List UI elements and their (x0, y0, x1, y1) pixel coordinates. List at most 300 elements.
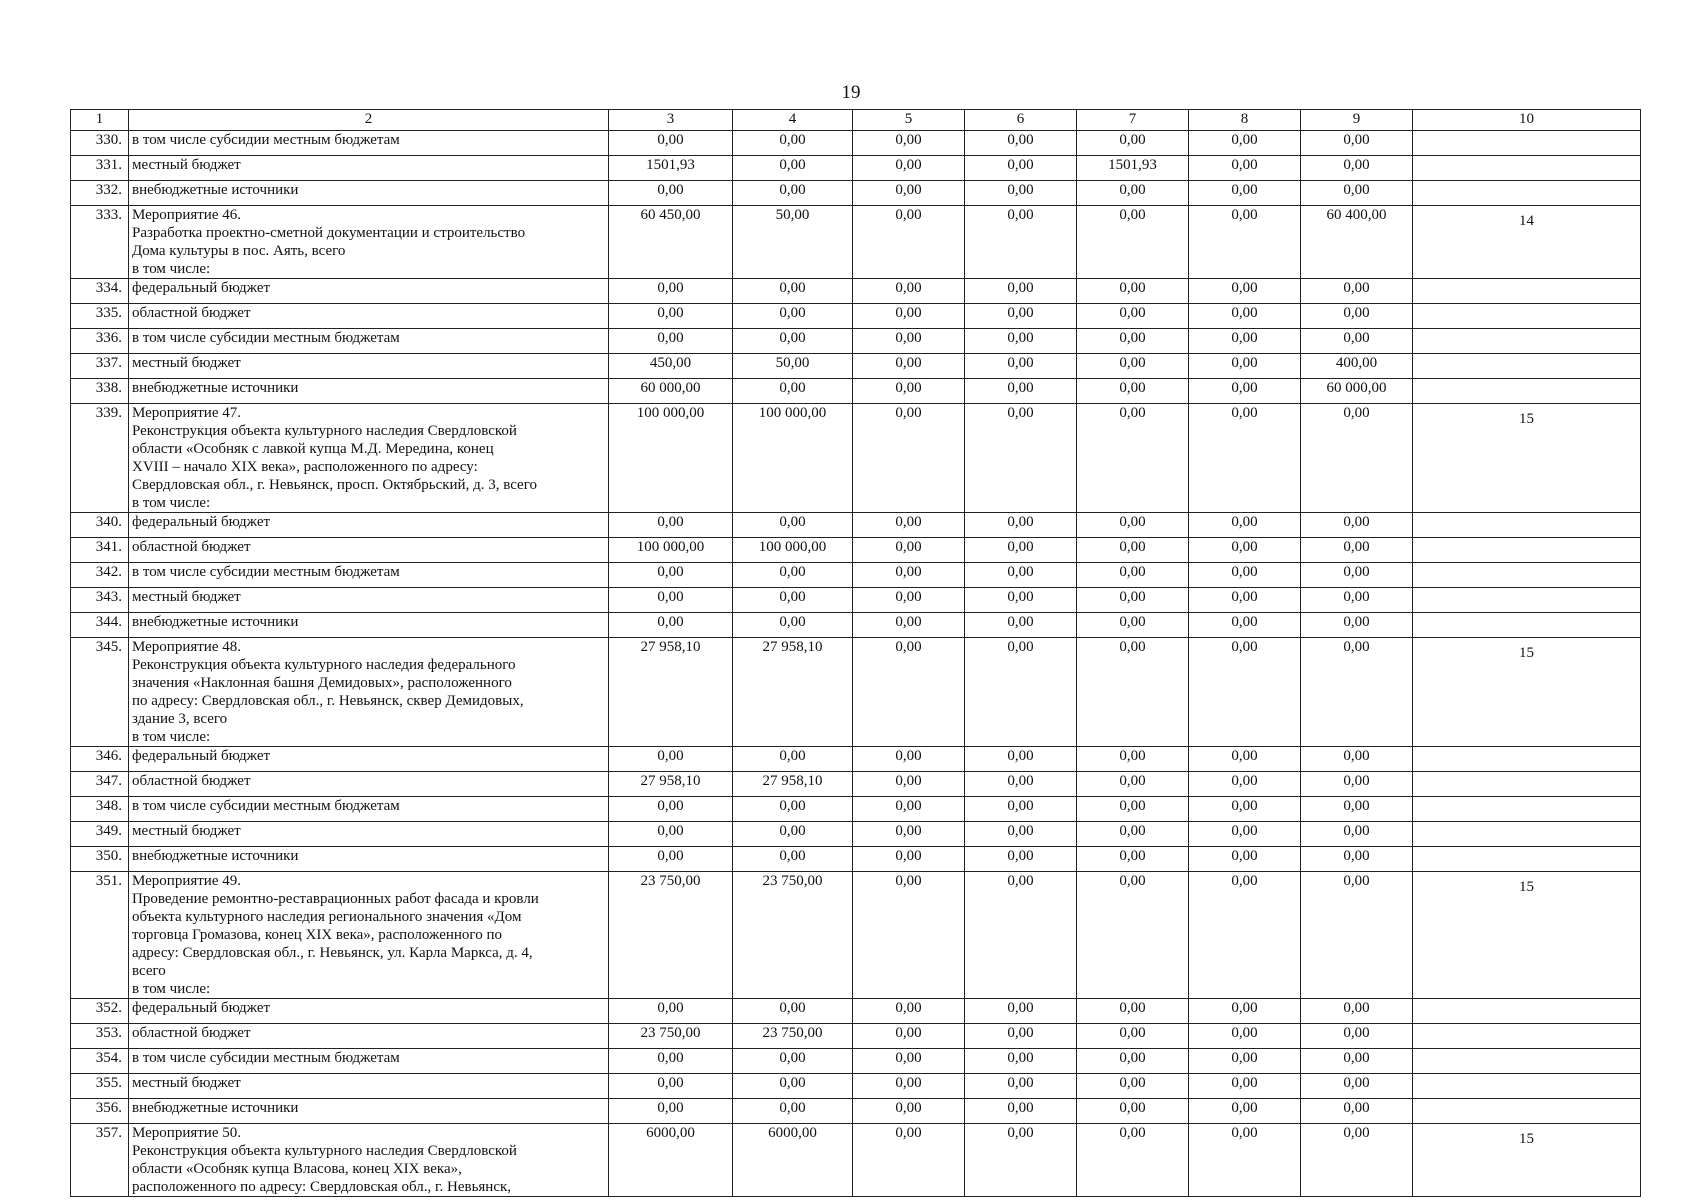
value-col-5: 0,00 (853, 613, 965, 638)
row-description: Мероприятие 48. Реконструкция объекта культурного наследия федерального значения «Наклонная башня Демидовых», расположенного по адресу: Свердловская обл., г. Невьянск, сквер Демидовых, здание 3, всего в том числе: (129, 638, 609, 747)
value-col-8: 0,00 (1189, 822, 1301, 847)
value-col-8: 0,00 (1189, 206, 1301, 279)
table-row (71, 329, 1641, 354)
column-header: 2 (129, 110, 609, 131)
value-col-9: 0,00 (1301, 538, 1413, 563)
value-col-4: 27 958,10 (733, 638, 853, 747)
value-col-9: 0,00 (1301, 513, 1413, 538)
row-description: в том числе субсидии местным бюджетам (129, 131, 609, 156)
value-col-6: 0,00 (965, 1099, 1077, 1124)
value-col-4: 0,00 (733, 131, 853, 156)
value-col-6: 0,00 (965, 404, 1077, 513)
value-col-9: 60 000,00 (1301, 379, 1413, 404)
value-col-5: 0,00 (853, 1074, 965, 1099)
value-col-3: 27 958,10 (609, 638, 733, 747)
value-col-7: 0,00 (1077, 747, 1189, 772)
value-col-3: 100 000,00 (609, 404, 733, 513)
table-row (71, 847, 1641, 872)
row-description: местный бюджет (129, 354, 609, 379)
value-col-8: 0,00 (1189, 747, 1301, 772)
value-col-7: 0,00 (1077, 822, 1189, 847)
row-number: 335. (71, 304, 129, 329)
value-col-8: 0,00 (1189, 354, 1301, 379)
row-description: Мероприятие 47. Реконструкция объекта культурного наследия Свердловской области «Особняк с лавкой купца М.Д. Мередина, конец XVIII – начало XIX века», расположенного по адресу: Свердловская обл., г. Невьянск, просп. Октябрьский, д. 3, всего в том числе: (129, 404, 609, 513)
event-row (71, 872, 1641, 999)
value-col-9: 0,00 (1301, 999, 1413, 1024)
target-col-10 (1413, 379, 1641, 404)
value-col-8: 0,00 (1189, 304, 1301, 329)
column-header: 3 (609, 110, 733, 131)
value-col-6: 0,00 (965, 156, 1077, 181)
value-col-9: 0,00 (1301, 1024, 1413, 1049)
value-col-3: 0,00 (609, 131, 733, 156)
table-row (71, 304, 1641, 329)
value-col-3: 100 000,00 (609, 538, 733, 563)
value-col-4: 0,00 (733, 513, 853, 538)
value-col-9: 0,00 (1301, 404, 1413, 513)
value-col-5: 0,00 (853, 1124, 965, 1197)
row-description: местный бюджет (129, 1074, 609, 1099)
row-description: внебюджетные источники (129, 1099, 609, 1124)
value-col-9: 0,00 (1301, 329, 1413, 354)
value-col-5: 0,00 (853, 513, 965, 538)
value-col-3: 23 750,00 (609, 1024, 733, 1049)
value-col-3: 0,00 (609, 279, 733, 304)
value-col-5: 0,00 (853, 1099, 965, 1124)
value-col-7: 0,00 (1077, 181, 1189, 206)
row-number: 341. (71, 538, 129, 563)
value-col-4: 23 750,00 (733, 1024, 853, 1049)
row-number: 346. (71, 747, 129, 772)
target-col-10 (1413, 772, 1641, 797)
value-col-7: 0,00 (1077, 206, 1189, 279)
value-col-4: 0,00 (733, 563, 853, 588)
table-row (71, 613, 1641, 638)
value-col-3: 0,00 (609, 513, 733, 538)
target-col-10: 15 (1413, 404, 1641, 513)
value-col-4: 27 958,10 (733, 772, 853, 797)
row-description: областной бюджет (129, 772, 609, 797)
value-col-5: 0,00 (853, 156, 965, 181)
value-col-6: 0,00 (965, 279, 1077, 304)
value-col-4: 50,00 (733, 354, 853, 379)
value-col-9: 0,00 (1301, 872, 1413, 999)
value-col-9: 0,00 (1301, 847, 1413, 872)
value-col-4: 0,00 (733, 1099, 853, 1124)
value-col-4: 0,00 (733, 279, 853, 304)
table-row (71, 772, 1641, 797)
value-col-5: 0,00 (853, 1024, 965, 1049)
row-number: 336. (71, 329, 129, 354)
row-number: 353. (71, 1024, 129, 1049)
value-col-7: 0,00 (1077, 379, 1189, 404)
value-col-3: 0,00 (609, 822, 733, 847)
value-col-9: 0,00 (1301, 1074, 1413, 1099)
row-number: 340. (71, 513, 129, 538)
table-row (71, 181, 1641, 206)
value-col-3: 27 958,10 (609, 772, 733, 797)
table-row (71, 1049, 1641, 1074)
target-col-10: 15 (1413, 1124, 1641, 1197)
table-row (71, 747, 1641, 772)
value-col-7: 0,00 (1077, 613, 1189, 638)
target-col-10 (1413, 513, 1641, 538)
target-col-10: 14 (1413, 206, 1641, 279)
value-col-4: 0,00 (733, 329, 853, 354)
value-col-5: 0,00 (853, 279, 965, 304)
value-col-8: 0,00 (1189, 1049, 1301, 1074)
value-col-6: 0,00 (965, 563, 1077, 588)
event-row (71, 638, 1641, 747)
target-col-10 (1413, 588, 1641, 613)
target-col-10 (1413, 181, 1641, 206)
value-col-6: 0,00 (965, 354, 1077, 379)
value-col-8: 0,00 (1189, 404, 1301, 513)
event-row (71, 206, 1641, 279)
value-col-7: 0,00 (1077, 638, 1189, 747)
value-col-3: 1501,93 (609, 156, 733, 181)
row-number: 333. (71, 206, 129, 279)
row-number: 344. (71, 613, 129, 638)
target-col-10 (1413, 279, 1641, 304)
row-description: местный бюджет (129, 156, 609, 181)
target-col-10: 15 (1413, 872, 1641, 999)
value-col-7: 0,00 (1077, 1074, 1189, 1099)
value-col-3: 60 450,00 (609, 206, 733, 279)
row-number: 331. (71, 156, 129, 181)
row-description: федеральный бюджет (129, 999, 609, 1024)
target-col-10 (1413, 747, 1641, 772)
value-col-7: 0,00 (1077, 1124, 1189, 1197)
value-col-8: 0,00 (1189, 999, 1301, 1024)
value-col-7: 0,00 (1077, 404, 1189, 513)
value-col-7: 0,00 (1077, 772, 1189, 797)
value-col-3: 450,00 (609, 354, 733, 379)
row-number: 337. (71, 354, 129, 379)
value-col-7: 0,00 (1077, 354, 1189, 379)
value-col-9: 0,00 (1301, 797, 1413, 822)
column-header: 5 (853, 110, 965, 131)
target-col-10 (1413, 354, 1641, 379)
table-row (71, 1099, 1641, 1124)
value-col-6: 0,00 (965, 538, 1077, 563)
value-col-4: 0,00 (733, 304, 853, 329)
row-description: местный бюджет (129, 588, 609, 613)
value-col-9: 0,00 (1301, 131, 1413, 156)
value-col-9: 0,00 (1301, 563, 1413, 588)
value-col-6: 0,00 (965, 304, 1077, 329)
value-col-8: 0,00 (1189, 156, 1301, 181)
row-description: внебюджетные источники (129, 379, 609, 404)
table-row (71, 156, 1641, 181)
table-row (71, 999, 1641, 1024)
row-number: 334. (71, 279, 129, 304)
value-col-6: 0,00 (965, 206, 1077, 279)
target-col-10 (1413, 1049, 1641, 1074)
row-number: 339. (71, 404, 129, 513)
row-description: в том числе субсидии местным бюджетам (129, 797, 609, 822)
column-header: 7 (1077, 110, 1189, 131)
value-col-6: 0,00 (965, 822, 1077, 847)
target-col-10 (1413, 1024, 1641, 1049)
event-row (71, 1124, 1641, 1197)
column-header: 4 (733, 110, 853, 131)
column-header: 8 (1189, 110, 1301, 131)
target-col-10 (1413, 538, 1641, 563)
value-col-3: 23 750,00 (609, 872, 733, 999)
value-col-3: 0,00 (609, 999, 733, 1024)
row-description: Мероприятие 50. Реконструкция объекта культурного наследия Свердловской области «Особняк купца Власова, конец XIX века», расположенного по адресу: Свердловская обл., г. Невьянск, (129, 1124, 609, 1197)
value-col-5: 0,00 (853, 999, 965, 1024)
value-col-8: 0,00 (1189, 872, 1301, 999)
table-row (71, 538, 1641, 563)
value-col-4: 0,00 (733, 613, 853, 638)
row-number: 330. (71, 131, 129, 156)
table-row (71, 563, 1641, 588)
value-col-7: 0,00 (1077, 563, 1189, 588)
value-col-4: 0,00 (733, 156, 853, 181)
value-col-3: 6000,00 (609, 1124, 733, 1197)
value-col-8: 0,00 (1189, 1124, 1301, 1197)
value-col-7: 1501,93 (1077, 156, 1189, 181)
value-col-8: 0,00 (1189, 1074, 1301, 1099)
value-col-9: 0,00 (1301, 1099, 1413, 1124)
value-col-8: 0,00 (1189, 181, 1301, 206)
value-col-9: 0,00 (1301, 181, 1413, 206)
row-description: федеральный бюджет (129, 747, 609, 772)
value-col-5: 0,00 (853, 563, 965, 588)
value-col-8: 0,00 (1189, 131, 1301, 156)
row-number: 349. (71, 822, 129, 847)
value-col-4: 0,00 (733, 999, 853, 1024)
row-number: 351. (71, 872, 129, 999)
target-col-10 (1413, 797, 1641, 822)
row-number: 342. (71, 563, 129, 588)
value-col-6: 0,00 (965, 131, 1077, 156)
value-col-8: 0,00 (1189, 1099, 1301, 1124)
value-col-4: 0,00 (733, 588, 853, 613)
value-col-5: 0,00 (853, 747, 965, 772)
value-col-3: 60 000,00 (609, 379, 733, 404)
value-col-5: 0,00 (853, 847, 965, 872)
value-col-7: 0,00 (1077, 279, 1189, 304)
value-col-7: 0,00 (1077, 538, 1189, 563)
value-col-6: 0,00 (965, 1049, 1077, 1074)
value-col-9: 0,00 (1301, 822, 1413, 847)
column-header: 10 (1413, 110, 1641, 131)
value-col-8: 0,00 (1189, 772, 1301, 797)
row-description: областной бюджет (129, 1024, 609, 1049)
value-col-8: 0,00 (1189, 847, 1301, 872)
value-col-9: 0,00 (1301, 638, 1413, 747)
value-col-7: 0,00 (1077, 1099, 1189, 1124)
event-row (71, 404, 1641, 513)
page-number: 19 (841, 82, 861, 103)
table-row (71, 822, 1641, 847)
value-col-7: 0,00 (1077, 999, 1189, 1024)
row-description: внебюджетные источники (129, 181, 609, 206)
column-header: 9 (1301, 110, 1413, 131)
value-col-8: 0,00 (1189, 329, 1301, 354)
value-col-3: 0,00 (609, 613, 733, 638)
row-description: федеральный бюджет (129, 279, 609, 304)
value-col-4: 0,00 (733, 847, 853, 872)
value-col-3: 0,00 (609, 847, 733, 872)
value-col-8: 0,00 (1189, 379, 1301, 404)
value-col-5: 0,00 (853, 304, 965, 329)
value-col-6: 0,00 (965, 747, 1077, 772)
value-col-7: 0,00 (1077, 797, 1189, 822)
row-number: 332. (71, 181, 129, 206)
value-col-4: 0,00 (733, 1074, 853, 1099)
target-col-10 (1413, 563, 1641, 588)
row-description: областной бюджет (129, 304, 609, 329)
value-col-7: 0,00 (1077, 872, 1189, 999)
value-col-6: 0,00 (965, 379, 1077, 404)
row-number: 352. (71, 999, 129, 1024)
row-description: в том числе субсидии местным бюджетам (129, 1049, 609, 1074)
row-number: 356. (71, 1099, 129, 1124)
target-col-10 (1413, 329, 1641, 354)
target-col-10: 15 (1413, 638, 1641, 747)
table-body (71, 131, 1641, 1197)
table-row (71, 354, 1641, 379)
value-col-5: 0,00 (853, 354, 965, 379)
value-col-8: 0,00 (1189, 638, 1301, 747)
header-row (71, 110, 1641, 131)
value-col-4: 0,00 (733, 822, 853, 847)
value-col-4: 100 000,00 (733, 404, 853, 513)
value-col-4: 0,00 (733, 1049, 853, 1074)
value-col-5: 0,00 (853, 206, 965, 279)
value-col-5: 0,00 (853, 638, 965, 747)
target-col-10 (1413, 304, 1641, 329)
value-col-3: 0,00 (609, 1049, 733, 1074)
value-col-4: 23 750,00 (733, 872, 853, 999)
target-col-10 (1413, 1099, 1641, 1124)
value-col-7: 0,00 (1077, 329, 1189, 354)
table-row (71, 1024, 1641, 1049)
target-col-10 (1413, 847, 1641, 872)
value-col-5: 0,00 (853, 538, 965, 563)
value-col-4: 0,00 (733, 379, 853, 404)
value-col-9: 0,00 (1301, 304, 1413, 329)
value-col-5: 0,00 (853, 379, 965, 404)
value-col-4: 100 000,00 (733, 538, 853, 563)
value-col-5: 0,00 (853, 772, 965, 797)
value-col-5: 0,00 (853, 329, 965, 354)
value-col-8: 0,00 (1189, 797, 1301, 822)
value-col-3: 0,00 (609, 329, 733, 354)
row-description: внебюджетные источники (129, 847, 609, 872)
value-col-3: 0,00 (609, 588, 733, 613)
table-row (71, 131, 1641, 156)
row-description: в том числе субсидии местным бюджетам (129, 329, 609, 354)
row-description: Мероприятие 49. Проведение ремонтно-реставрационных работ фасада и кровли объекта культурного наследия регионального значения «Дом торговца Громазова, конец XIX века», расположенного по адресу: Свердловская обл., г. Невьянск, ул. Карла Маркса, д. 4, всего в том числе: (129, 872, 609, 999)
value-col-6: 0,00 (965, 181, 1077, 206)
row-description: местный бюджет (129, 822, 609, 847)
value-col-6: 0,00 (965, 999, 1077, 1024)
value-col-6: 0,00 (965, 613, 1077, 638)
value-col-6: 0,00 (965, 797, 1077, 822)
value-col-8: 0,00 (1189, 279, 1301, 304)
value-col-4: 0,00 (733, 797, 853, 822)
target-col-10 (1413, 999, 1641, 1024)
column-header: 1 (71, 110, 129, 131)
row-description: в том числе субсидии местным бюджетам (129, 563, 609, 588)
table-row (71, 279, 1641, 304)
value-col-5: 0,00 (853, 1049, 965, 1074)
table-row (71, 588, 1641, 613)
value-col-9: 0,00 (1301, 1124, 1413, 1197)
value-col-5: 0,00 (853, 588, 965, 613)
value-col-8: 0,00 (1189, 588, 1301, 613)
row-description: областной бюджет (129, 538, 609, 563)
table-row (71, 797, 1641, 822)
value-col-3: 0,00 (609, 563, 733, 588)
value-col-5: 0,00 (853, 822, 965, 847)
value-col-6: 0,00 (965, 513, 1077, 538)
value-col-4: 6000,00 (733, 1124, 853, 1197)
value-col-3: 0,00 (609, 1099, 733, 1124)
target-col-10 (1413, 156, 1641, 181)
value-col-9: 0,00 (1301, 279, 1413, 304)
value-col-7: 0,00 (1077, 1049, 1189, 1074)
value-col-8: 0,00 (1189, 613, 1301, 638)
value-col-4: 0,00 (733, 747, 853, 772)
value-col-8: 0,00 (1189, 563, 1301, 588)
value-col-3: 0,00 (609, 181, 733, 206)
value-col-9: 0,00 (1301, 1049, 1413, 1074)
row-description: федеральный бюджет (129, 513, 609, 538)
table-row (71, 379, 1641, 404)
value-col-7: 0,00 (1077, 131, 1189, 156)
target-col-10 (1413, 822, 1641, 847)
value-col-9: 0,00 (1301, 613, 1413, 638)
target-col-10 (1413, 613, 1641, 638)
value-col-7: 0,00 (1077, 304, 1189, 329)
row-number: 338. (71, 379, 129, 404)
row-number: 347. (71, 772, 129, 797)
value-col-6: 0,00 (965, 872, 1077, 999)
value-col-4: 50,00 (733, 206, 853, 279)
value-col-7: 0,00 (1077, 847, 1189, 872)
value-col-9: 60 400,00 (1301, 206, 1413, 279)
value-col-6: 0,00 (965, 1074, 1077, 1099)
value-col-3: 0,00 (609, 747, 733, 772)
value-col-9: 0,00 (1301, 747, 1413, 772)
target-col-10 (1413, 131, 1641, 156)
value-col-8: 0,00 (1189, 513, 1301, 538)
value-col-6: 0,00 (965, 1024, 1077, 1049)
value-col-8: 0,00 (1189, 1024, 1301, 1049)
value-col-8: 0,00 (1189, 538, 1301, 563)
value-col-6: 0,00 (965, 588, 1077, 613)
value-col-9: 0,00 (1301, 772, 1413, 797)
value-col-6: 0,00 (965, 638, 1077, 747)
value-col-6: 0,00 (965, 772, 1077, 797)
value-col-5: 0,00 (853, 797, 965, 822)
value-col-5: 0,00 (853, 131, 965, 156)
value-col-6: 0,00 (965, 329, 1077, 354)
value-col-7: 0,00 (1077, 513, 1189, 538)
budget-table (70, 109, 1641, 1197)
value-col-7: 0,00 (1077, 1024, 1189, 1049)
row-number: 357. (71, 1124, 129, 1197)
value-col-9: 0,00 (1301, 156, 1413, 181)
value-col-3: 0,00 (609, 304, 733, 329)
value-col-9: 0,00 (1301, 588, 1413, 613)
